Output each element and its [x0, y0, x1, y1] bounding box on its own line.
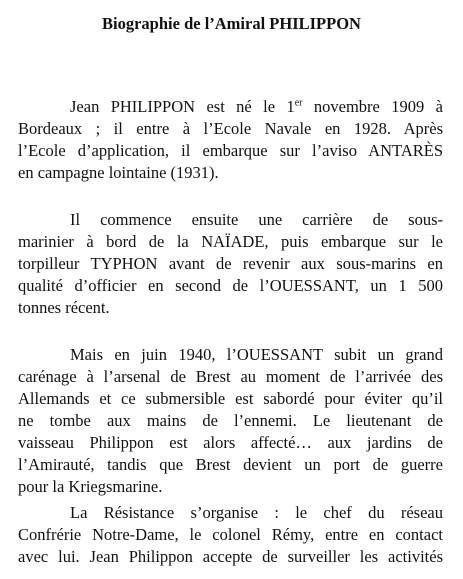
paragraph-line: avec lui. Jean Philippon accepte de surveiller les activités [18, 547, 443, 566]
paragraph-2 [18, 209, 443, 319]
paragraph-1 [18, 96, 443, 184]
paragraph-line: vaisseau Philippon est alors affecté… aux jardins de [18, 433, 443, 452]
paragraph-line: Mais en juin 1940, l’OUESSANT subit un grand [70, 345, 443, 364]
paragraph-line: Confrérie Notre-Dame, le colonel Rémy, entre en contact [18, 525, 443, 544]
superscript-text: er [294, 97, 303, 109]
paragraph-line: Allemands et ce submersible est sabordé pour éviter qu’il [18, 389, 443, 408]
paragraph-line [18, 96, 443, 118]
paragraph-line: ne tombe aux mains de l’ennemi. Le lieutenant de [18, 411, 443, 430]
line-text-tail: novembre 1909 à [302, 97, 443, 116]
paragraph-3 [18, 344, 443, 498]
paragraph-line: carénage à l’arsenal de Brest au moment de l’arrivée des [18, 367, 443, 386]
line-text: Jean PHILIPPON est né le 1 [70, 97, 295, 116]
paragraph-line: l’Amirauté, tandis que Brest devient un port de guerre [18, 455, 443, 474]
paragraph-line: La Résistance s’organise : le chef du réseau [70, 503, 443, 522]
paragraph-line: qualité d’officier en second de l’OUESSANT, un 1 500 [18, 276, 443, 295]
paragraph-4 [18, 502, 443, 568]
paragraph-line: en campagne lointaine (1931). [18, 163, 219, 182]
paragraph-line: pour la Kriegsmarine. [18, 477, 163, 496]
paragraph-line: tonnes récent. [18, 298, 110, 317]
paragraph-line: torpilleur TYPHON avant de revenir aux sous-marins en [18, 254, 443, 273]
paragraph-line: l’Ecole d’application, il embarque sur l’aviso ANTARÈS [18, 141, 443, 160]
paragraph-line: Il commence ensuite une carrière de sous- [70, 210, 443, 229]
paragraph-line: Bordeaux ; il entre à l’Ecole Navale en 1928. Après [18, 119, 443, 138]
document-title: Biographie de l’Amiral PHILIPPON [102, 14, 361, 33]
paragraph-line: marinier à bord de la NAÏADE, puis embarque sur le [18, 232, 443, 251]
